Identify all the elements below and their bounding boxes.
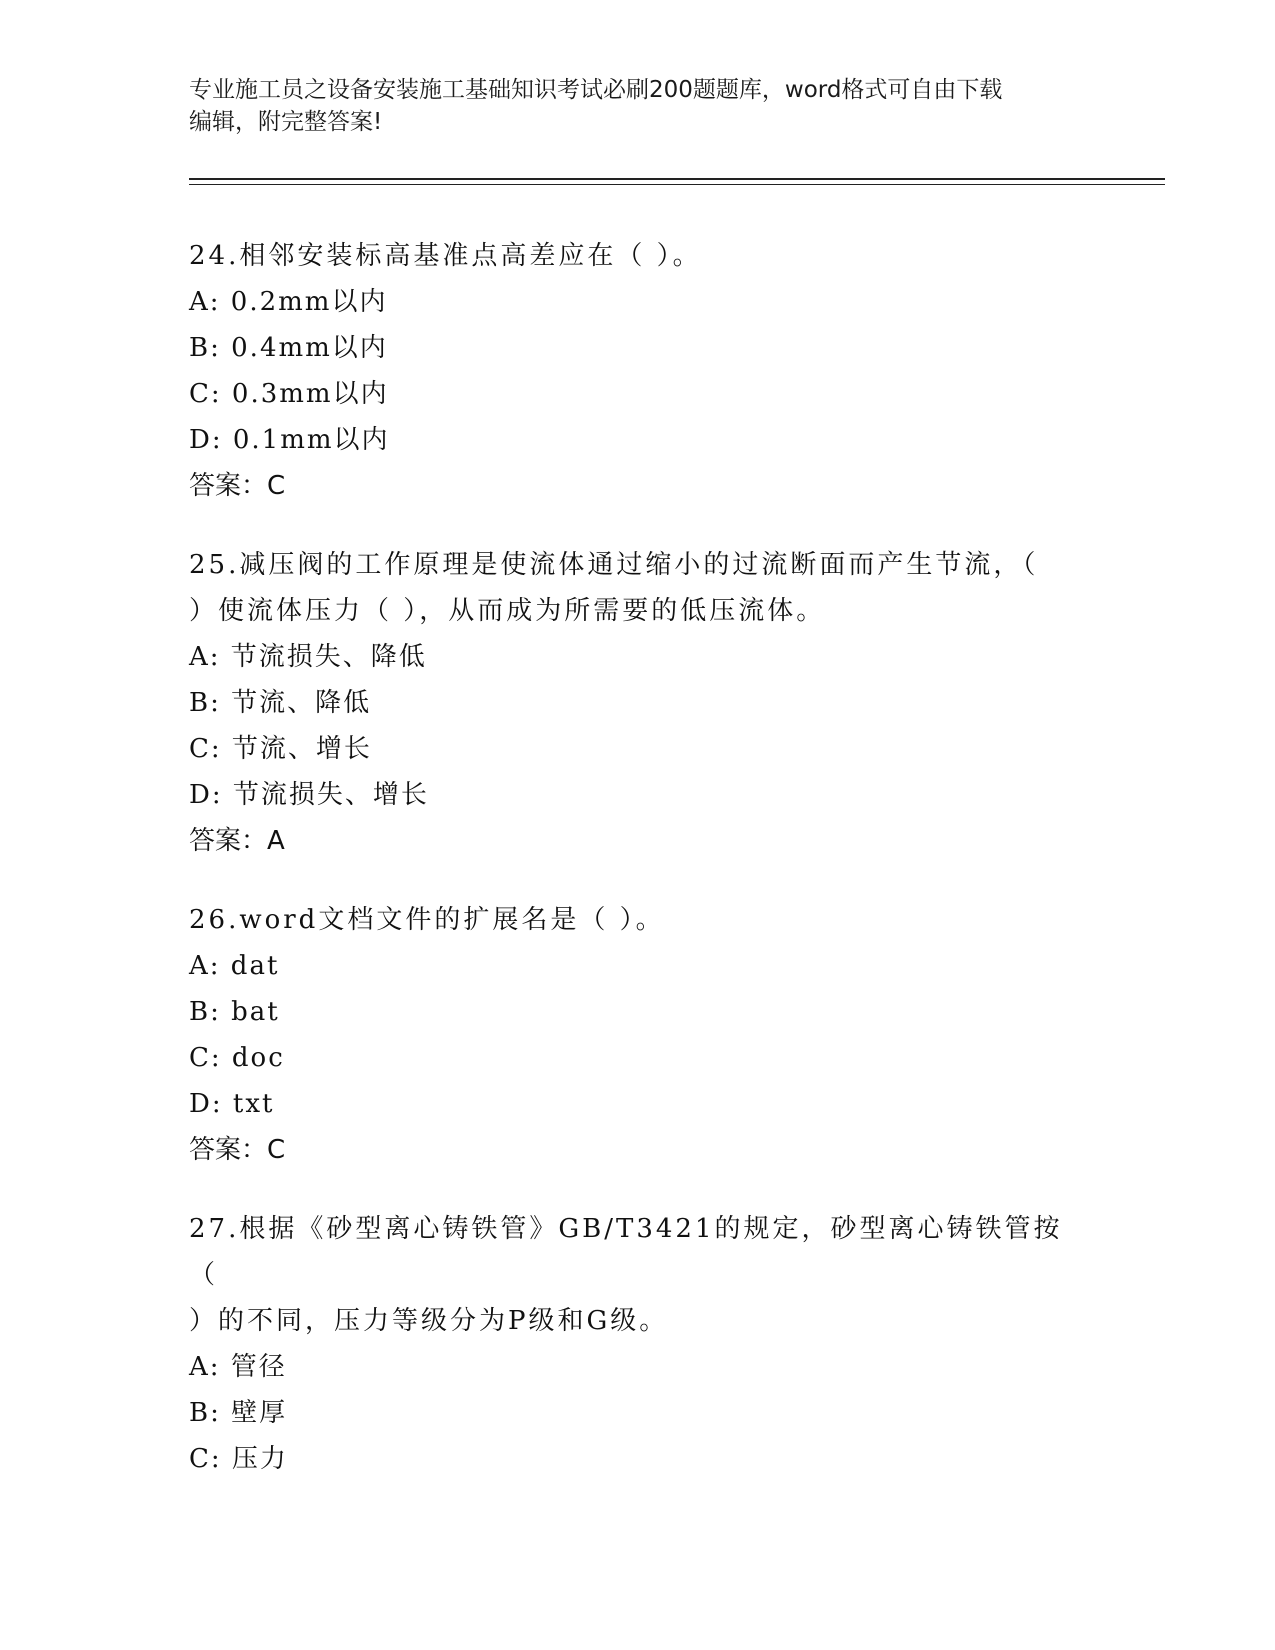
option-c: C: 节流、增长 — [189, 734, 372, 764]
question-text: 26.word文档文件的扩展名是（ ）。 — [189, 905, 665, 935]
question-list — [189, 233, 1079, 1515]
option-d: D: 0.1mm以内 — [189, 425, 390, 455]
question-text-line-2: ）使流体压力（ ），从而成为所需要的低压流体。 — [189, 596, 826, 626]
answer-line: 答案：A — [189, 826, 285, 856]
header-line-2: 编辑，附完整答案! — [189, 109, 383, 135]
question-26 — [189, 897, 1079, 1173]
question-text-line-2: ）的不同，压力等级分为P级和G级。 — [189, 1306, 669, 1336]
option-a: A: dat — [189, 951, 280, 981]
question-25 — [189, 542, 1079, 864]
option-b: B: 壁厚 — [189, 1398, 288, 1428]
question-27 — [189, 1206, 1079, 1482]
option-b: B: 节流、降低 — [189, 688, 372, 718]
answer-line: 答案：C — [189, 471, 286, 501]
option-c: C: 0.3mm以内 — [189, 379, 389, 409]
option-c: C: 压力 — [189, 1444, 288, 1474]
option-d: D: txt — [189, 1089, 275, 1119]
question-24 — [189, 233, 1079, 509]
document-header — [189, 74, 1089, 138]
header-line-1: 专业施工员之设备安装施工基础知识考试必刷200题题库，word格式可自由下载 — [189, 77, 1003, 103]
header-rule-thin — [189, 184, 1165, 185]
question-text-line-1: 25.减压阀的工作原理是使流体通过缩小的过流断面而产生节流，（ — [189, 550, 1039, 580]
option-c: C: doc — [189, 1043, 285, 1073]
answer-line: 答案：C — [189, 1135, 286, 1165]
header-rule-thick — [189, 178, 1165, 180]
option-b: B: 0.4mm以内 — [189, 333, 388, 363]
question-text: 24.相邻安装标高基准点高差应在（ ）。 — [189, 241, 702, 271]
option-a: A: 节流损失、降低 — [189, 642, 427, 672]
option-a: A: 0.2mm以内 — [189, 287, 388, 317]
option-d: D: 节流损失、增长 — [189, 780, 429, 810]
option-a: A: 管径 — [189, 1352, 287, 1382]
option-b: B: bat — [189, 997, 280, 1027]
question-text-line-1: 27.根据《砂型离心铸铁管》GB/T3421的规定，砂型离心铸铁管按（ — [189, 1214, 1063, 1290]
